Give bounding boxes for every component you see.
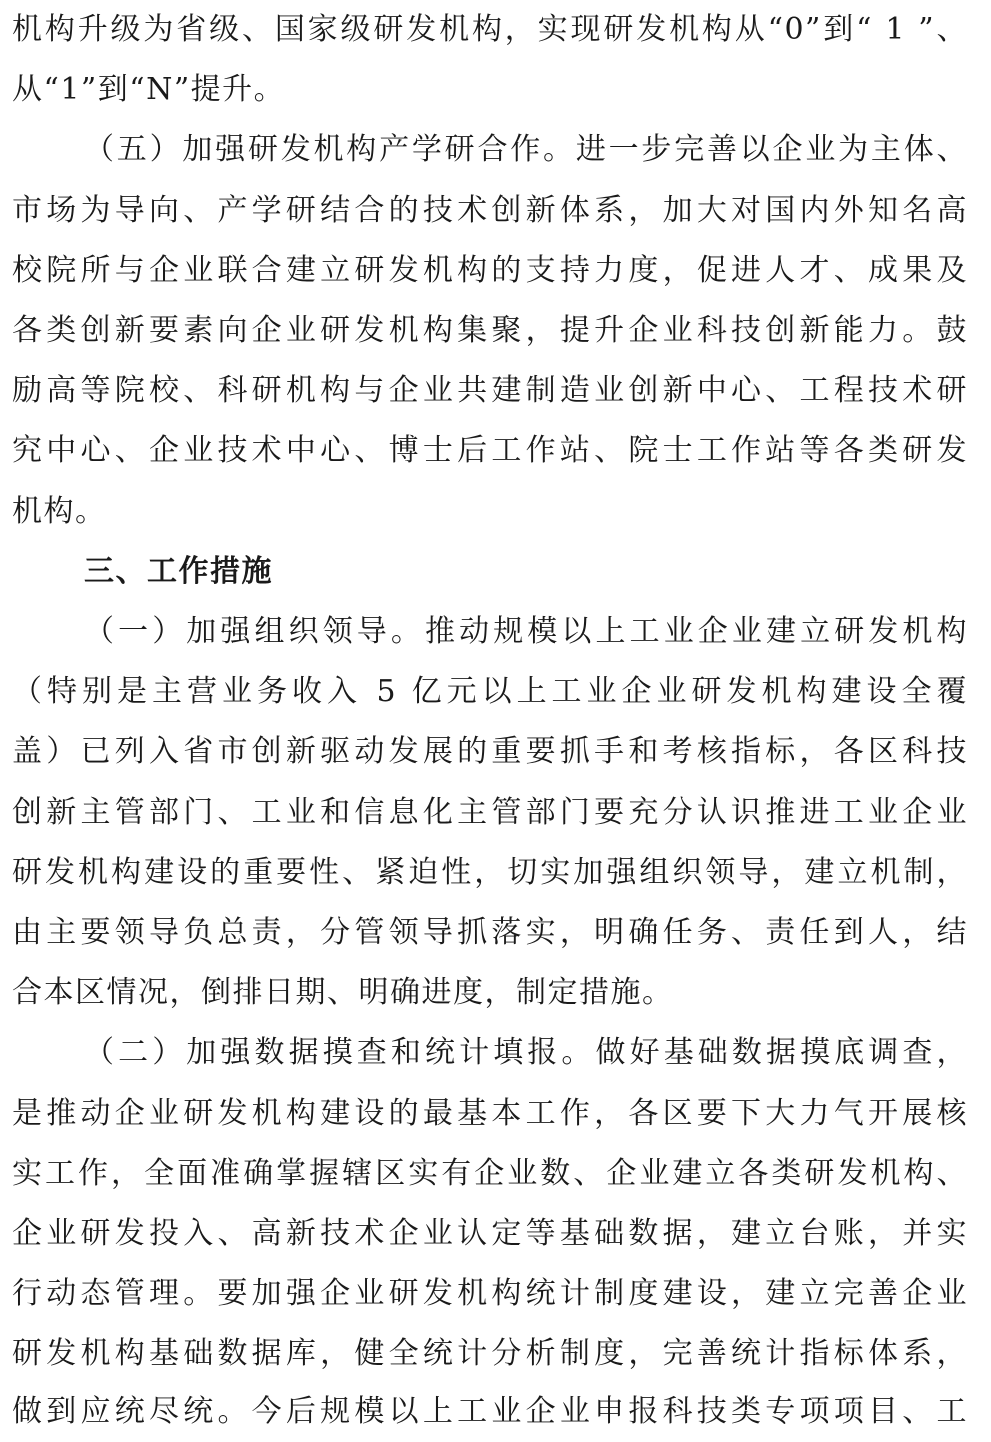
paragraph-first-line bbox=[84, 120, 968, 180]
text-line bbox=[12, 60, 968, 120]
text-line bbox=[12, 181, 968, 241]
text-line bbox=[12, 1204, 968, 1264]
text-line bbox=[12, 1084, 968, 1144]
text-line bbox=[12, 0, 968, 60]
text-line-content: 做到应统尽统。今后规模以上工业企业申报科技类专项项目、工 bbox=[12, 1394, 968, 1429]
text-line bbox=[12, 1144, 968, 1204]
text-line bbox=[12, 301, 968, 361]
text-line-content: 研发机构基础数据库，健全统计分析制度，完善统计指标体系， bbox=[12, 1336, 968, 1371]
text-line-content: 机构升级为省级、国家级研发机构，实现研发机构从“0”到“ 1 ”、 bbox=[12, 12, 968, 47]
text-line-content: 企业研发投入、高新技术企业认定等基础数据，建立台账，并实 bbox=[12, 1216, 968, 1251]
text-line-content: 合本区情况，倒排日期、明确进度，制定措施。 bbox=[12, 975, 674, 1010]
text-line-content: 各类创新要素向企业研发机构集聚，提升企业科技创新能力。鼓 bbox=[12, 313, 968, 348]
text-line bbox=[12, 963, 968, 1023]
section-heading-text: 三、工作措施 bbox=[84, 554, 273, 589]
text-line-content: 从“1”到“N”提升。 bbox=[12, 72, 286, 107]
text-line bbox=[12, 1382, 968, 1442]
text-line bbox=[12, 361, 968, 421]
text-line bbox=[12, 783, 968, 843]
section-heading bbox=[84, 542, 968, 602]
text-line-content: （五）加强研发机构产学研合作。进一步完善以企业为主体、 bbox=[84, 132, 968, 167]
text-line-content: 创新主管部门、工业和信息化主管部门要充分认识推进工业企业 bbox=[12, 795, 968, 830]
text-line-content: 机构。 bbox=[12, 494, 107, 529]
text-line-content: 是推动企业研发机构建设的最基本工作，各区要下大力气开展核 bbox=[12, 1096, 968, 1131]
text-line-content: （一）加强组织领导。推动规模以上工业企业建立研发机构 bbox=[84, 614, 968, 649]
text-line-content: 实工作，全面准确掌握辖区实有企业数、企业建立各类研发机构、 bbox=[12, 1156, 968, 1191]
text-line-content: （二）加强数据摸查和统计填报。做好基础数据摸底调查， bbox=[84, 1035, 968, 1070]
text-line bbox=[12, 903, 968, 963]
text-line-content: 校院所与企业联合建立研发机构的支持力度，促进人才、成果及 bbox=[12, 253, 968, 288]
text-line bbox=[12, 722, 968, 782]
text-line bbox=[12, 482, 968, 542]
text-line bbox=[12, 421, 968, 481]
text-line bbox=[12, 241, 968, 301]
text-line-content: 盖）已列入省市创新驱动发展的重要抓手和考核指标，各区科技 bbox=[12, 734, 968, 769]
text-line bbox=[12, 1264, 968, 1324]
text-line bbox=[12, 1324, 968, 1384]
text-line-content: （特别是主营业务收入 5 亿元以上工业企业研发机构建设全覆 bbox=[12, 674, 968, 709]
text-line-content: 市场为导向、产学研结合的技术创新体系，加大对国内外知名高 bbox=[12, 193, 968, 228]
text-line bbox=[12, 662, 968, 722]
text-line bbox=[12, 843, 968, 903]
paragraph-first-line bbox=[84, 1023, 968, 1083]
text-line-content: 究中心、企业技术中心、博士后工作站、院士工作站等各类研发 bbox=[12, 433, 968, 468]
text-line-content: 由主要领导负总责，分管领导抓落实，明确任务、责任到人，结 bbox=[12, 915, 968, 950]
text-line-content: 励高等院校、科研机构与企业共建制造业创新中心、工程技术研 bbox=[12, 373, 968, 408]
text-line-content: 行动态管理。要加强企业研发机构统计制度建设，建立完善企业 bbox=[12, 1276, 968, 1311]
paragraph-first-line bbox=[84, 602, 968, 662]
text-line-content: 研发机构建设的重要性、紧迫性，切实加强组织领导，建立机制， bbox=[12, 855, 968, 890]
